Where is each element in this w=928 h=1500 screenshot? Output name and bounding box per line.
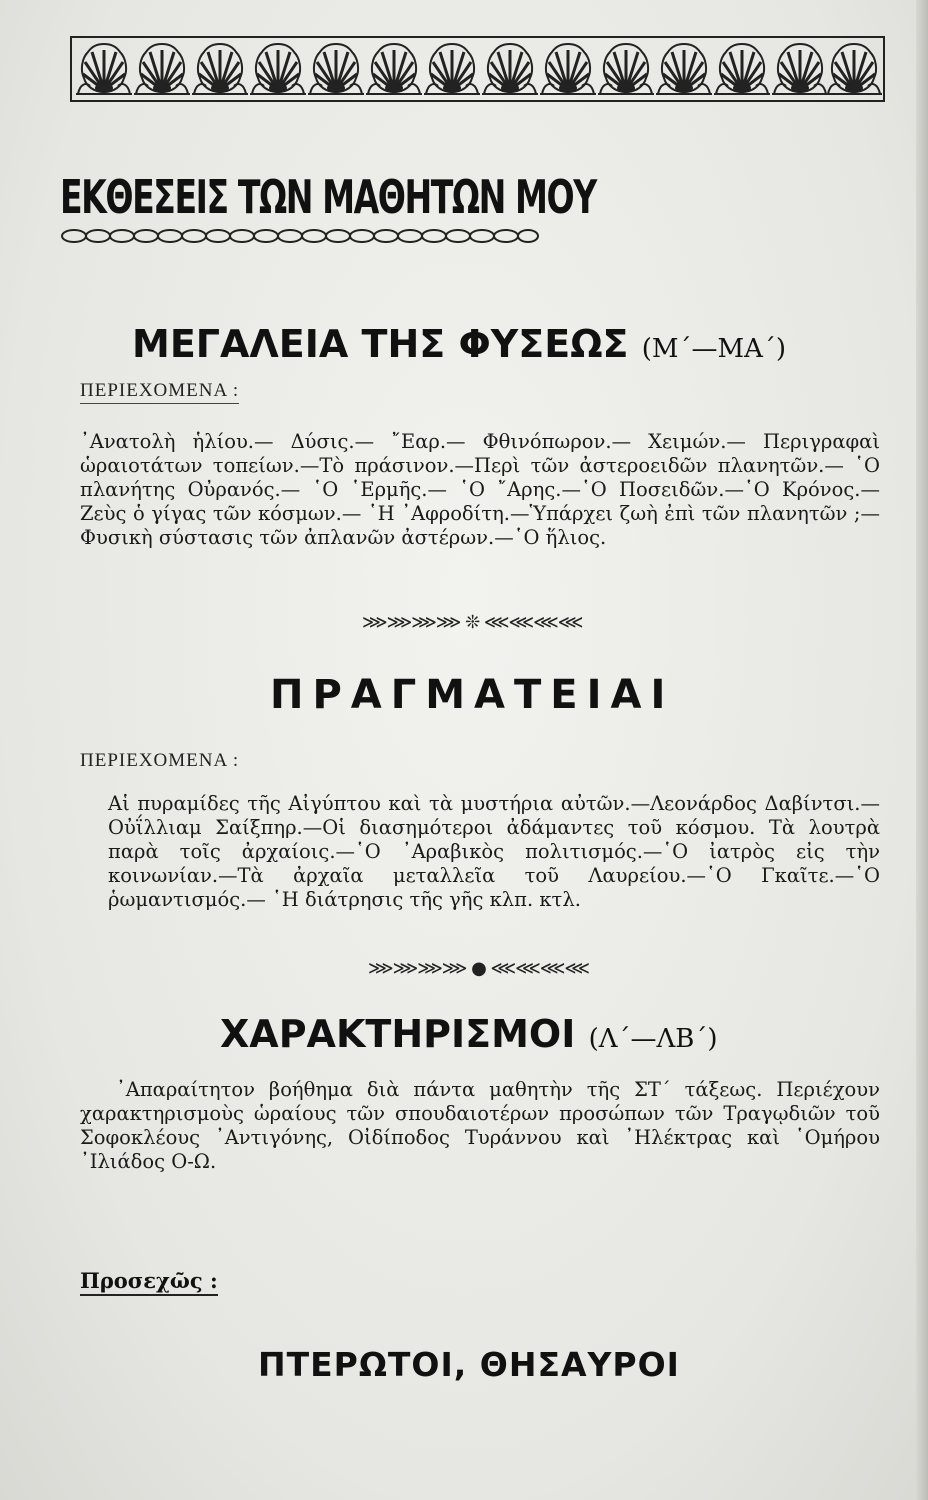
section-3-title [220,1012,718,1056]
section-1-title [132,322,786,366]
chain-underline-ornament [60,227,540,245]
ornamental-divider-2: ⋙⋙⋙⋙ ● ⋘⋘⋘⋘ [368,958,589,979]
palmette-ornament-row [70,40,885,98]
section-2-contents-text: Αἱ πυραμίδες τῆς Αἰγύπτου καὶ τὰ μυστήρια αὐτῶν.—Λεονάρδος Δαβίντσι.— Οὐΐλλιαμ Σαίξπηρ.—Οἱ διασημότεροι ἀδάμαντες τοῦ κόσμου. Τὰ λουτρὰ παρὰ τοῖς ἀρχαίοις.—῾Ο ᾿Αραβικὸς πολιτισμός.—῾Ο ἰατρὸς εἰς τὴν κοινωνίαν.—Τὰ ἀρχαῖα μεταλλεῖα τοῦ Λαυρείου.—῾Ο Γκαῖτε.—῾Ο ῥωμαντισμός.— ῾Η διάτρησις τῆς γῆς κλπ. κτλ. [108,792,880,911]
ornamental-divider-1: ⋙⋙⋙⋙ ❊ ⋘⋘⋘⋘ [362,612,583,633]
section-1-contents-text: ᾿Ανατολὴ ἡλίου.— Δύσις.— ῎Εαρ.— Φθινόπωρον.— Χειμών.— Περιγραφαὶ ὡραιοτάτων τοπείων.—Τὸ πράσινον.—Περὶ τῶν ἀστεροειδῶν πλανητῶν.— ῾Ο πλανήτης Οὐρανός.— ῾Ο ῾Ερμῆς.— ῾Ο ῎Αρης.—῾Ο Ποσειδῶν.—῾Ο Κρόνος.—Ζεὺς ὁ γίγας τῶν κόσμων.— ῾Η ᾿Αφροδίτη.—Ὑπάρχει ζωὴ ἐπὶ τῶν πλανητῶν ;—Φυσικὴ σύστασις τῶν ἀπλανῶν ἀστέρων.—῾Ο ἥλιος. [80,430,880,549]
section-1-contents-label [80,380,239,402]
section-1-title-text: ΜΕΓΑΛΕΙΑ ΤΗΣ ΦΥΣΕΩΣ [132,322,629,366]
page-edge-shadow [916,0,928,1500]
contents-label-text: ΠΕΡΙΕΧΟΜΕΝΑ : [80,750,240,771]
section-2-title: ΠΡΑΓΜΑΤΕΙΑΙ [270,672,675,718]
section-1-subtitle: (Μ΄—ΜΑ΄) [641,334,786,364]
attention-label: Προσεχῶς : [80,1268,218,1296]
section-3-subtitle: (Λ΄—ΛΒ΄) [588,1024,718,1054]
section-3-text: ᾿Απαραίτητον βοήθημα διὰ πάντα μαθητὴν τῆς ΣΤ΄ τάξεως. Περιέχουν χαρακτηρισμοὺς ὡραίους τῶν σπουδαιοτέρων προσώπων τῶν Τραγῳδιῶν τοῦ Σοφοκλέους ᾿Αντιγόνης, Οἰδίποδος Τυράννου καὶ ᾿Ηλέκτρας καὶ ῾Ομήρου ᾿Ιλιάδος Ο-Ω. [80,1078,880,1173]
footer-title: ΠΤΕΡΩΤΟΙ, ΘΗΣΑΥΡΟΙ [258,1345,680,1384]
section-2-contents-label [80,750,239,772]
contents-label-text: ΠΕΡΙΕΧΟΜΕΝΑ : [80,380,239,404]
section-3-title-text: ΧΑΡΑΚΤΗΡΙΣΜΟΙ [220,1012,576,1056]
section-heading: ΕΚΘΕΣΕΙΣ ΤΩΝ ΜΑΘΗΤΩΝ ΜΟΥ [60,170,596,224]
palmette-border [70,36,885,102]
